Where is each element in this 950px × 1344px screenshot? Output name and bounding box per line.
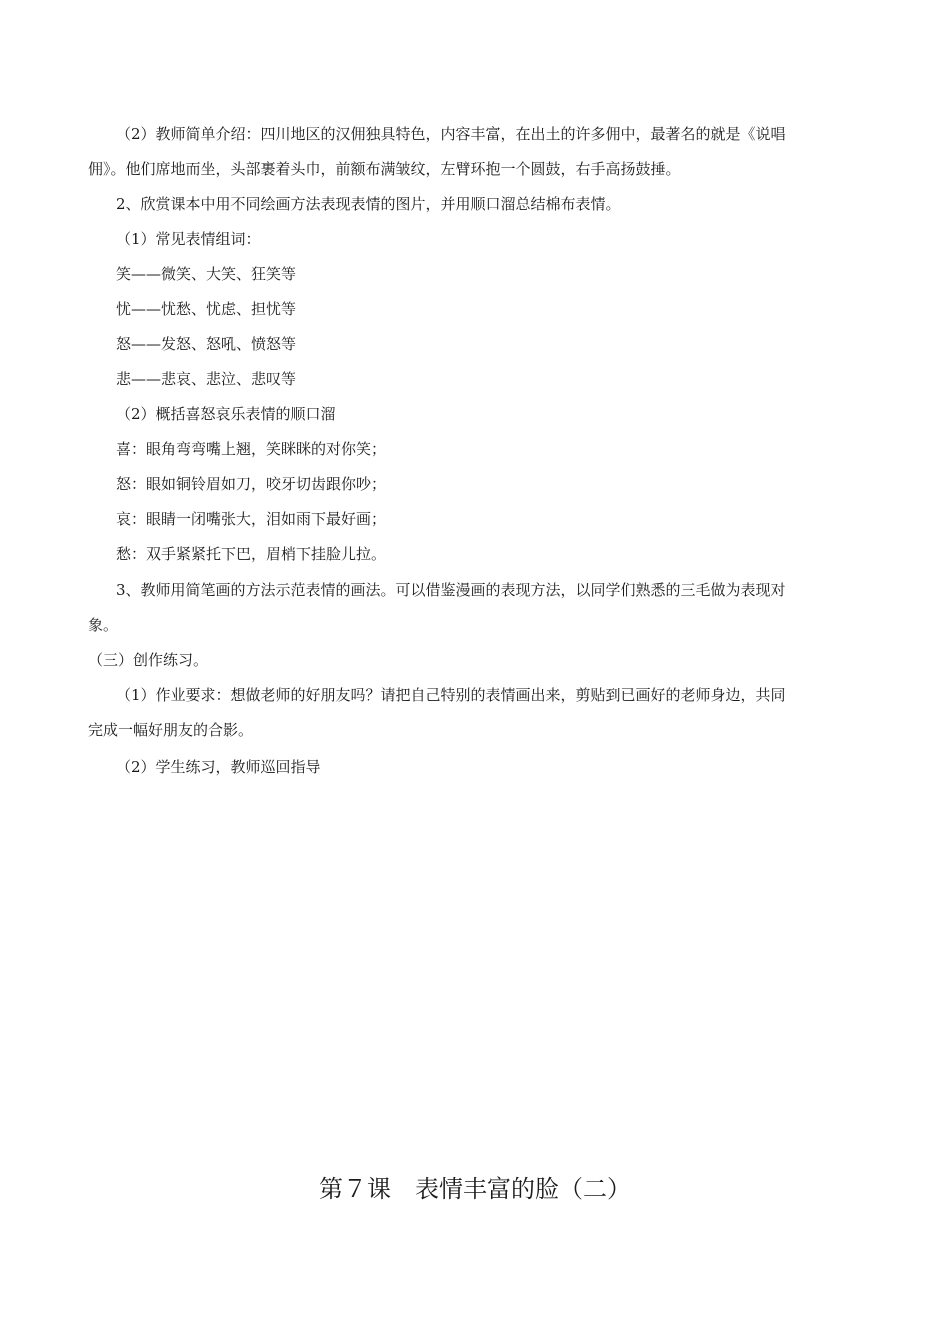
paragraph-line: 完成一幅好朋友的合影。	[88, 721, 254, 739]
paragraph-line: 悲——悲哀、悲泣、悲叹等	[116, 370, 297, 388]
paragraph-line: （1）作业要求：想做老师的好朋友吗？请把自己特别的表情画出来，剪贴到已画好的老师身边，共同	[116, 686, 786, 704]
paragraph-line: 哀：眼睛一闭嘴张大，泪如雨下最好画；	[116, 510, 387, 528]
paragraph-line: 喜：眼角弯弯嘴上翘，笑眯眯的对你笑；	[116, 440, 387, 458]
paragraph-line: 怒：眼如铜铃眉如刀，咬牙切齿跟你吵；	[116, 475, 387, 493]
lesson-title: 第７课 表情丰富的脸（二）	[319, 1175, 631, 1203]
paragraph-line: （1）常见表情组词：	[116, 230, 261, 248]
paragraph-line: （2）学生练习，教师巡回指导	[116, 758, 321, 776]
paragraph-line: 2、欣赏课本中用不同绘画方法表现表情的图片，并用顺口溜总结棉布表情。	[116, 195, 621, 213]
paragraph-line: 忧——忧愁、忧虑、担忧等	[116, 300, 297, 318]
section-heading: （三）创作练习。	[88, 651, 209, 669]
paragraph-line: 笑——微笑、大笑、狂笑等	[116, 265, 297, 283]
paragraph-line: 佣》。他们席地而坐，头部裹着头巾，前额布满皱纹，左臂环抱一个圆鼓，右手高扬鼓捶。	[88, 160, 681, 178]
paragraph-line: （2）教师简单介绍：四川地区的汉佣独具特色，内容丰富，在出土的许多佣中，最著名的就是《说唱	[116, 125, 786, 143]
paragraph-line: （2）概括喜怒哀乐表情的顺口溜	[116, 405, 336, 423]
paragraph-line: 愁：双手紧紧托下巴，眉梢下挂脸儿拉。	[116, 545, 387, 563]
paragraph-line: 象。	[88, 616, 119, 634]
paragraph-line: 怒——发怒、怒吼、愤怒等	[116, 335, 297, 353]
paragraph-line: 3、教师用简笔画的方法示范表情的画法。可以借鉴漫画的表现方法，以同学们熟悉的三毛做为表现对	[116, 581, 786, 599]
